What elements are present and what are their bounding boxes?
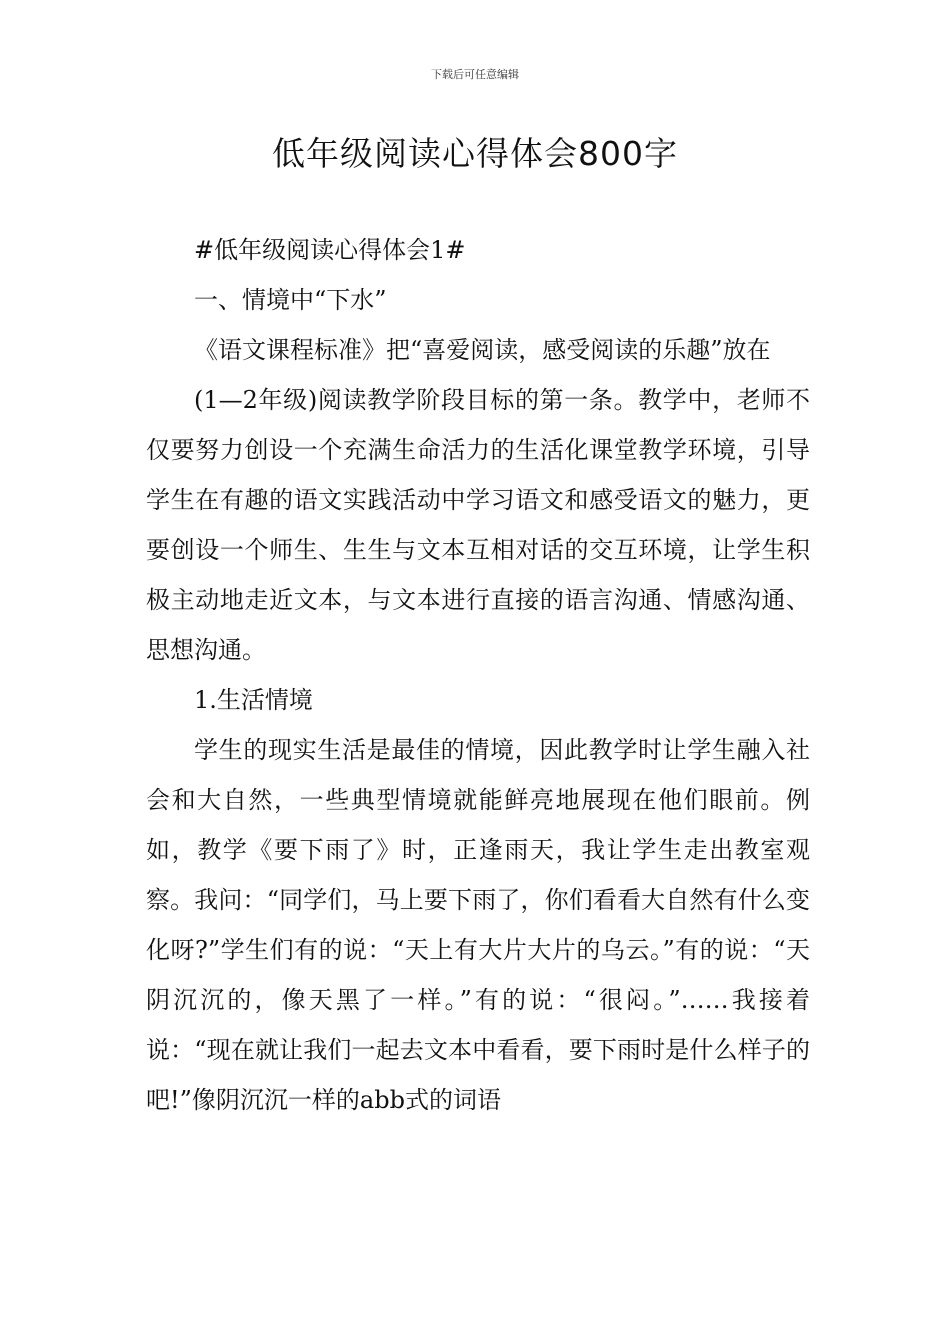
paragraph-4: 学生的现实生活是最佳的情境，因此教学时让学生融入社会和大自然，一些典型情境就能鲜亮地展现在他们眼前。例如，教学《要下雨了》时，正逢雨天，我让学生走出教室观察。我问：“同学们，马上要下雨了，你们看看大自然有什么变化呀?”学生们有的说：“天上有大片大片的乌云。”有的说：“天阴沉沉的，像天黑了一样。”有的说：“很闷。”……我接着说：“现在就让我们一起去文本中看看，要下雨时是什么样子的吧!”像阴沉沉一样的abb式的词语 xyxy=(146,736,810,1114)
subheading-situation: 一、情境中“下水” xyxy=(194,286,387,314)
section-heading: #低年级阅读心得体会1# xyxy=(194,236,466,264)
body-text xyxy=(146,325,810,1125)
header-note: 下载后可任意编辑 xyxy=(431,68,519,81)
paragraph-3-subheading: 1.生活情境 xyxy=(194,686,313,714)
paragraph-2: (1—2年级)阅读教学阶段目标的第一条。教学中，老师不仅要努力创设一个充满生命活力的生活化课堂教学环境，引导学生在有趣的语文实践活动中学习语文和感受语文的魅力，更要创设一个师生、生生与文本互相对话的交互环境，让学生积极主动地走近文本，与文本进行直接的语言沟通、情感沟通、思想沟通。 xyxy=(146,386,810,664)
document-title: 低年级阅读心得体会800字 xyxy=(272,134,678,173)
paragraph-1: 《语文课程标准》把“喜爱阅读，感受阅读的乐趣”放在 xyxy=(194,336,771,364)
